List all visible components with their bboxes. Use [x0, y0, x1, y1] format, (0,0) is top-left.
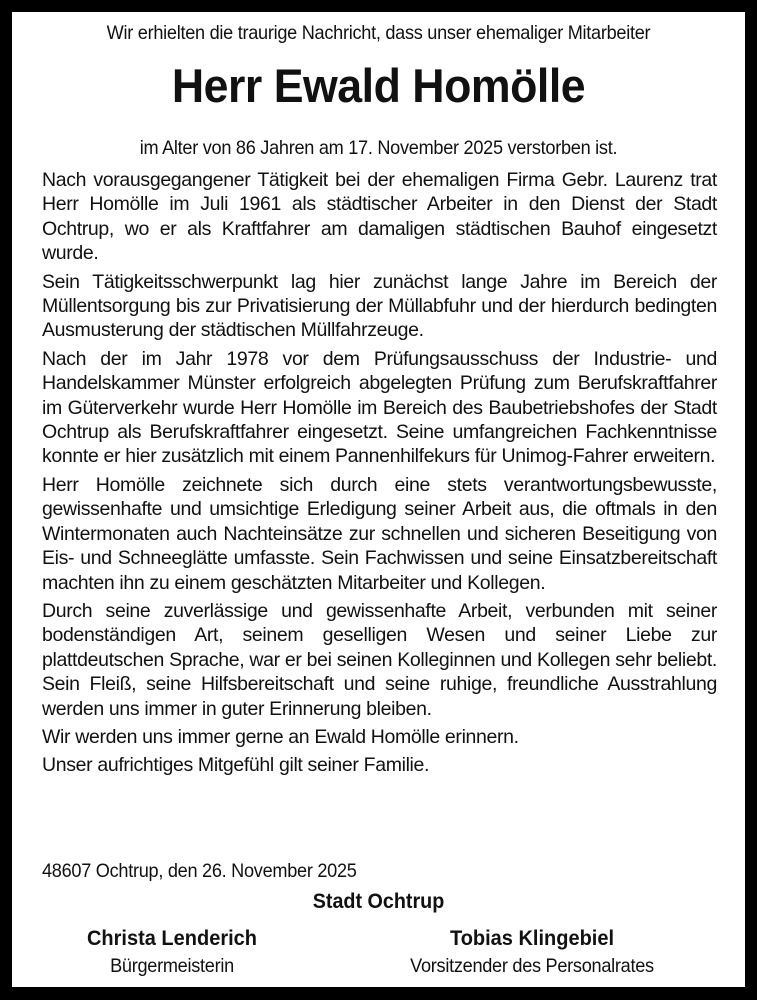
age-death-line: im Alter von 86 Jahren am 17. November 2025 verstorben ist. [139, 137, 618, 159]
organization-name: Stadt Ochtrup [312, 890, 445, 913]
closing-condolence: Unser aufrichtiges Mitgefühl gilt seiner Familie. [42, 754, 430, 777]
signatory-role: Bürgermeisterin [110, 955, 234, 977]
paragraph-professional-driver: Nach der im Jahr 1978 vor dem Prüfungsausschuss der Industrie- und Handelskammer Münster erfolgreich abgelegten Prüfung zum Berufskraftfahrer im Güterverkehr wurde Herr Homölle im Bereich des Baubetriebshofes der Stadt Ochtrup als Berufskraftfahrer eingesetzt. Seine umfangreichen Fachkenntnisse konnte er hier zusätzlich mit einem Pannenhilfekurs für Unimog-Fahrer erweitern. [42, 347, 717, 468]
signatory-staff-council [357, 926, 707, 978]
obituary-notice [12, 12, 745, 987]
paragraph-personality: Durch seine zuverlässige und gewissenhafte Arbeit, verbunden mit seiner bodenständigen Art, seinem geselligen Wesen und seiner Liebe zur plattdeutschen Sprache, war er bei seinen Kolleginnen und Kollegen sehr beliebt. Sein Fleiß, seine Hilfsbereitschaft und seine ruhige, freundliche Ausstrahlung werden uns immer in guter Erinnerung bleiben. [42, 599, 717, 720]
obituary-body [42, 168, 717, 782]
place-date: 48607 Ochtrup, den 26. November 2025 [42, 860, 357, 882]
signatory-name: Christa Lenderich [86, 926, 257, 950]
paragraph-waste-management: Sein Tätigkeitsschwerpunkt lag hier zunächst lange Jahre im Bereich der Müllentsorgung bis zur Privatisierung der Müllabfuhr und der hierdurch bedingten Ausmusterung der städtischen Müllfahrzeuge. [42, 270, 717, 342]
intro-text: Wir erhielten die traurige Nachricht, dass unser ehemaliger Mitarbeiter [106, 22, 651, 44]
deceased-name: Herr Ewald Homölle [171, 59, 586, 112]
signatory-role: Vorsitzender des Personalrates [410, 955, 654, 977]
paragraph-work-ethic: Herr Homölle zeichnete sich durch eine stets verantwortungsbewusste, gewissenhafte und umsichtige Erledigung seiner Arbeit aus, die oftmals in den Wintermonaten auch Nachteinsätze zur schnellen und sicheren Beseitigung von Eis- und Schneeglätte umfasste. Sein Fachwissen und seine Einsatzbereitschaft machten ihn zu einem geschätzten Mitarbeiter und Kollegen. [42, 473, 717, 594]
signatory-name: Tobias Klingebiel [449, 926, 615, 950]
paragraph-career-start: Nach vorausgegangener Tätigkeit bei der ehemaligen Firma Gebr. Laurenz trat Herr Homölle im Juli 1961 als städtischer Arbeiter in den Dienst der Stadt Ochtrup, wo er als Kraftfahrer am damaligen städtischen Bauhof eingesetzt wurde. [42, 169, 717, 265]
closing-remember: Wir werden uns immer gerne an Ewald Homölle erinnern. [42, 725, 519, 748]
signatory-mayor [32, 926, 312, 978]
